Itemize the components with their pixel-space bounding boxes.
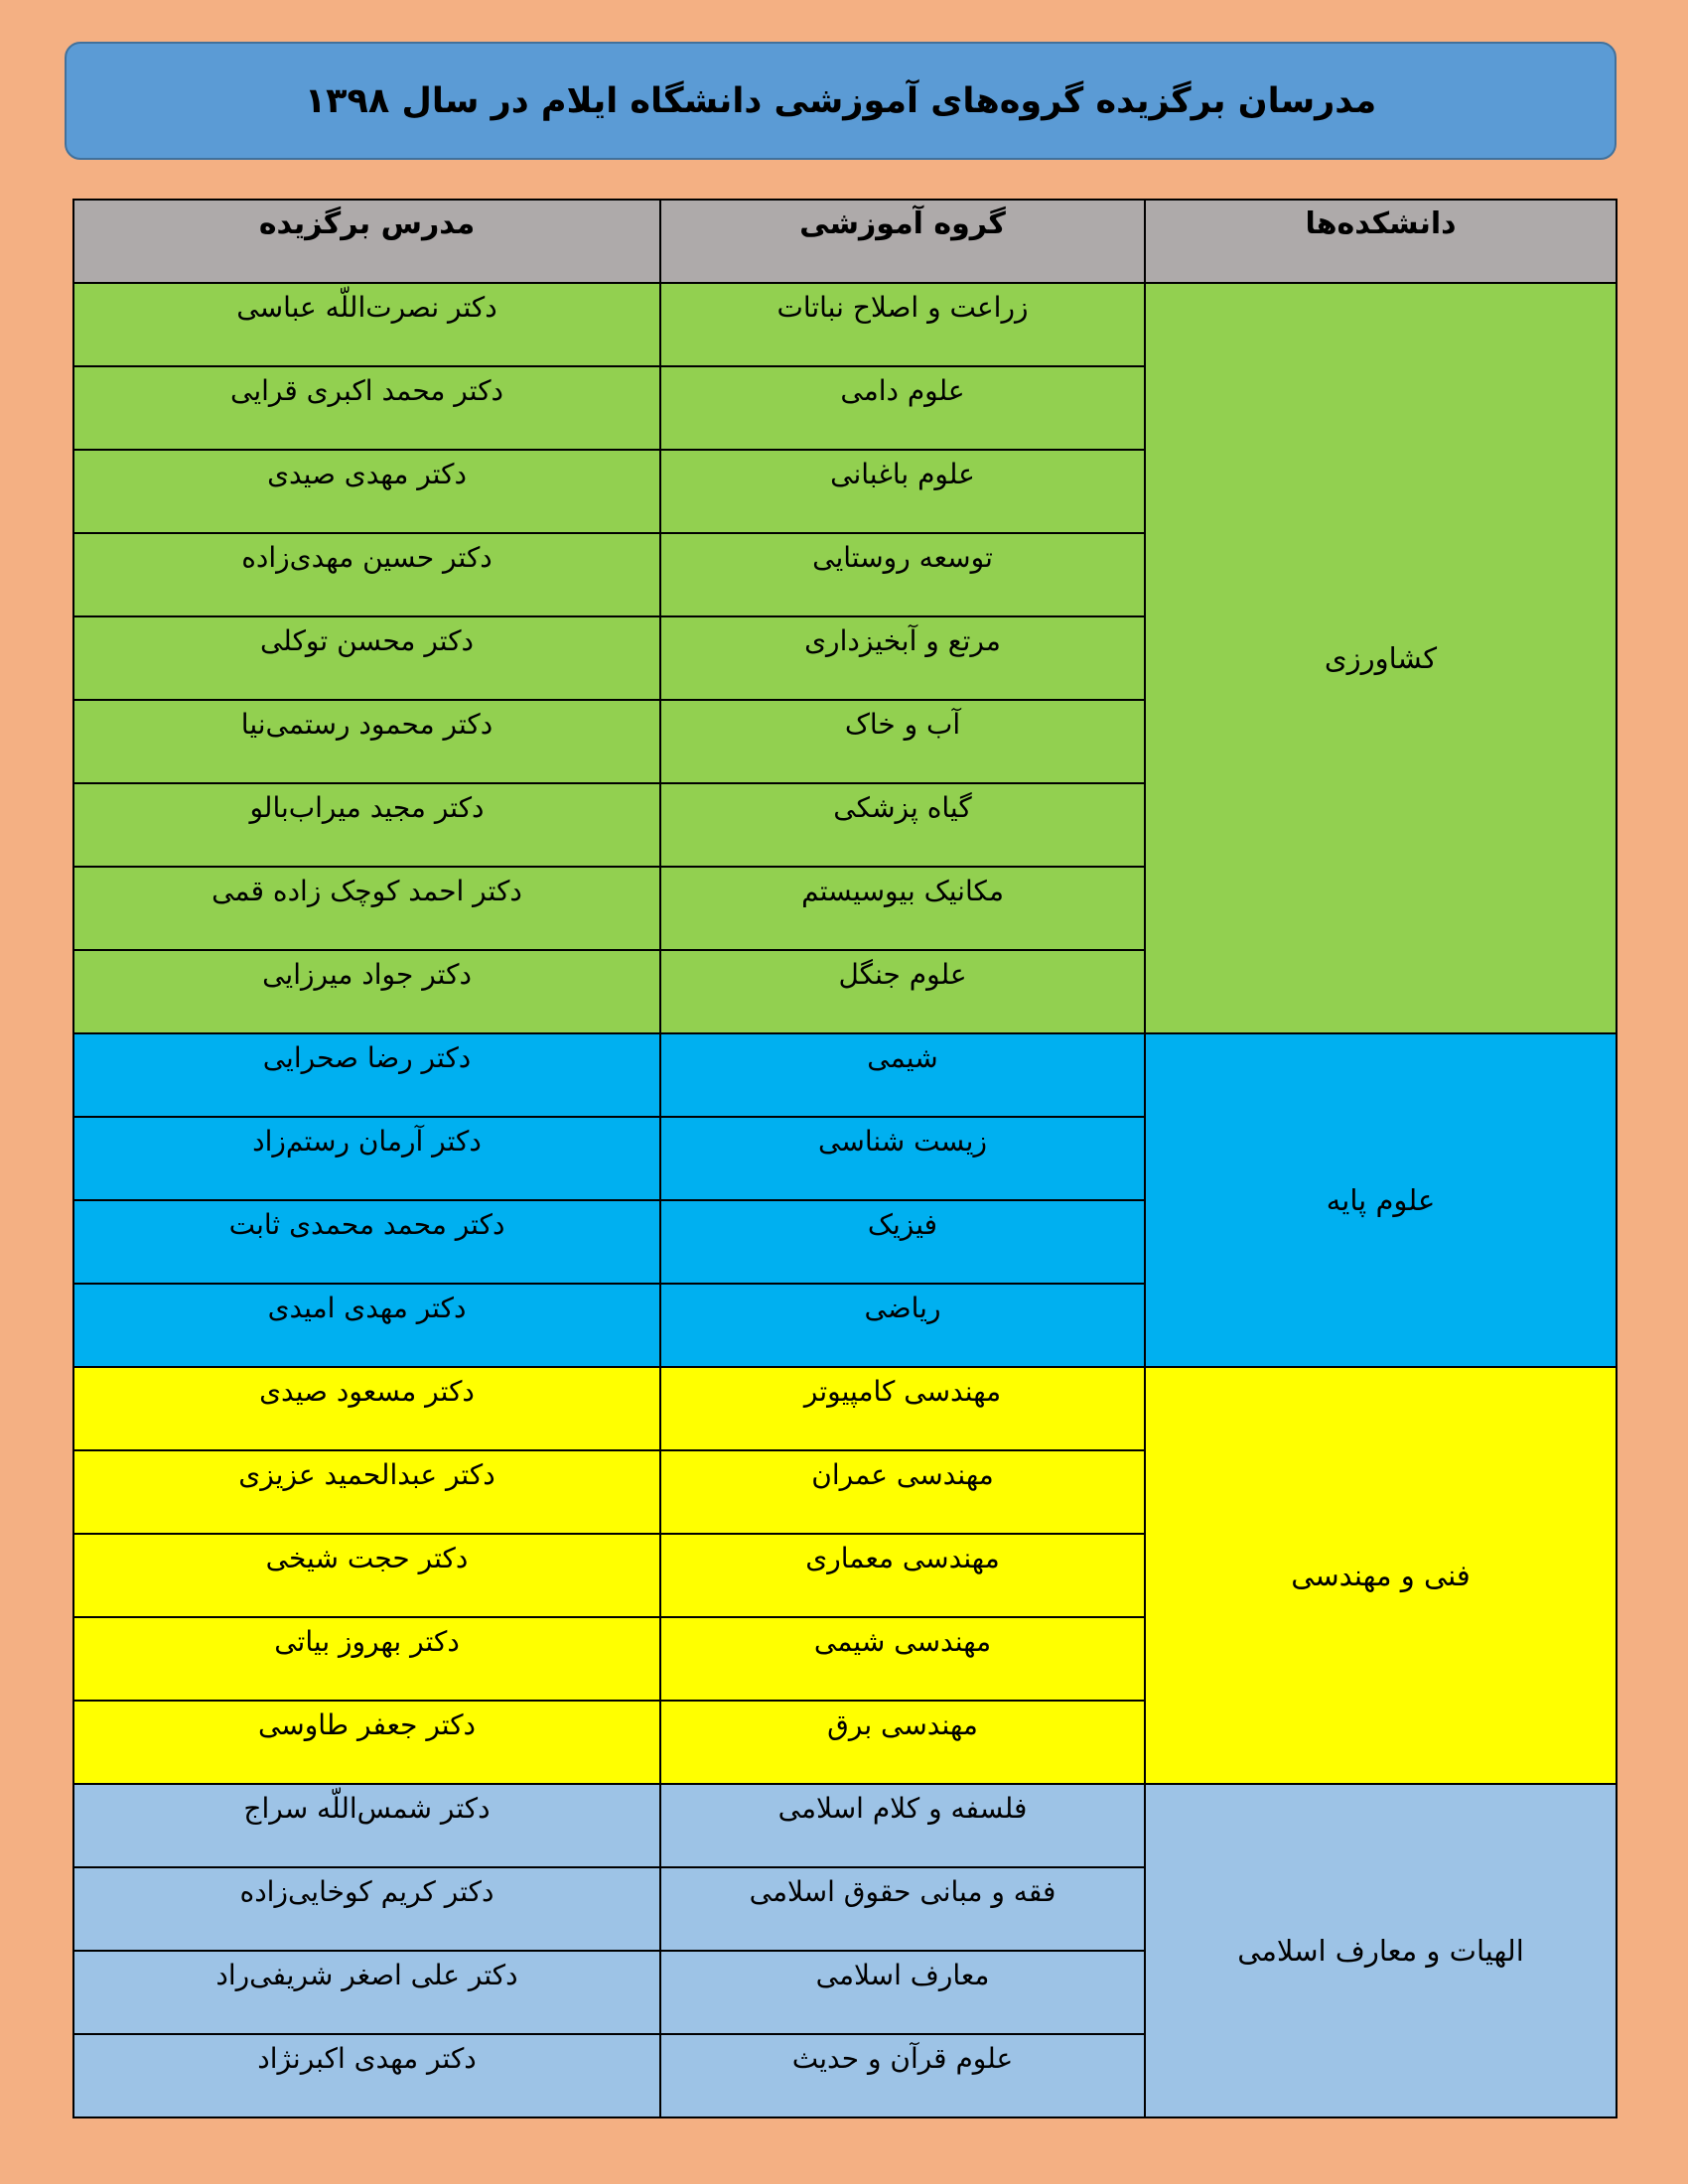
teacher-cell: دکتر علی اصغر شریفی‌راد [73, 1951, 660, 2034]
table-row [73, 1784, 1617, 1867]
group-cell: علوم باغبانی [660, 450, 1145, 533]
group-cell: زیست شناسی [660, 1117, 1145, 1200]
teacher-cell: دکتر محمود رستمی‌نیا [73, 700, 660, 783]
table-row [73, 1033, 1617, 1117]
teacher-cell: دکتر عبدالحمید عزیزی [73, 1450, 660, 1534]
faculty-section-agriculture [73, 283, 1617, 1033]
table-header-row [73, 200, 1617, 283]
group-cell: مرتع و آبخیزداری [660, 616, 1145, 700]
teachers-table [72, 199, 1618, 2118]
group-cell: گیاه پزشکی [660, 783, 1145, 867]
group-cell: مهندسی برق [660, 1701, 1145, 1784]
group-cell: فقه و مبانی حقوق اسلامی [660, 1867, 1145, 1951]
teacher-cell: دکتر جعفر طاوسی [73, 1701, 660, 1784]
group-cell: علوم دامی [660, 366, 1145, 450]
faculty-name: فنی و مهندسی [1145, 1367, 1617, 1784]
title-banner [65, 42, 1617, 160]
group-cell: زراعت و اصلاح نباتات [660, 283, 1145, 366]
teacher-cell: دکتر مهدی اکبرنژاد [73, 2034, 660, 2117]
teacher-cell: دکتر مسعود صیدی [73, 1367, 660, 1450]
teacher-cell: دکتر رضا صحرایی [73, 1033, 660, 1117]
group-cell: مکانیک بیوسیستم [660, 867, 1145, 950]
faculty-name: کشاورزی [1145, 283, 1617, 1033]
teacher-cell: دکتر حجت شیخی [73, 1534, 660, 1617]
faculty-section-theology [73, 1784, 1617, 2117]
table-row [73, 1367, 1617, 1450]
faculty-name: الهیات و معارف اسلامی [1145, 1784, 1617, 2117]
teacher-cell: دکتر محمد اکبری قرایی [73, 366, 660, 450]
teacher-cell: دکتر حسین مهدی‌زاده [73, 533, 660, 616]
teacher-cell: دکتر جواد میرزایی [73, 950, 660, 1033]
group-cell: مهندسی معماری [660, 1534, 1145, 1617]
group-cell: فلسفه و کلام اسلامی [660, 1784, 1145, 1867]
group-cell: معارف اسلامی [660, 1951, 1145, 2034]
group-cell: مهندسی شیمی [660, 1617, 1145, 1701]
group-cell: ریاضی [660, 1284, 1145, 1367]
teacher-cell: دکتر کریم کوخایی‌زاده [73, 1867, 660, 1951]
teacher-cell: دکتر بهروز بیاتی [73, 1617, 660, 1701]
group-cell: مهندسی عمران [660, 1450, 1145, 1534]
table-row [73, 283, 1617, 366]
header-faculty: دانشکده‌ها [1145, 200, 1617, 283]
teacher-cell: دکتر نصرت‌اللّه عباسی [73, 283, 660, 366]
header-teacher: مدرس برگزیده [73, 200, 660, 283]
faculty-name: علوم پایه [1145, 1033, 1617, 1367]
page-title: مدرسان برگزیده گروه‌های آموزشی دانشگاه ایلام در سال ۱۳۹۸ [304, 80, 1377, 121]
faculty-section-engineering [73, 1367, 1617, 1784]
group-cell: توسعه روستایی [660, 533, 1145, 616]
group-cell: علوم جنگل [660, 950, 1145, 1033]
teacher-cell: دکتر مهدی امیدی [73, 1284, 660, 1367]
group-cell: آب و خاک [660, 700, 1145, 783]
teacher-cell: دکتر محمد محمدی ثابت [73, 1200, 660, 1284]
teacher-cell: دکتر محسن توکلی [73, 616, 660, 700]
group-cell: شیمی [660, 1033, 1145, 1117]
teacher-cell: دکتر مهدی صیدی [73, 450, 660, 533]
teacher-cell: دکتر شمس‌اللّه سراج [73, 1784, 660, 1867]
group-cell: مهندسی کامپیوتر [660, 1367, 1145, 1450]
teacher-cell: دکتر آرمان رستم‌زاد [73, 1117, 660, 1200]
teacher-cell: دکتر احمد کوچک زاده قمی [73, 867, 660, 950]
group-cell: فیزیک [660, 1200, 1145, 1284]
faculty-section-basic-sciences [73, 1033, 1617, 1367]
teacher-cell: دکتر مجید میراب‌بالو [73, 783, 660, 867]
group-cell: علوم قرآن و حدیث [660, 2034, 1145, 2117]
header-group: گروه آموزشی [660, 200, 1145, 283]
